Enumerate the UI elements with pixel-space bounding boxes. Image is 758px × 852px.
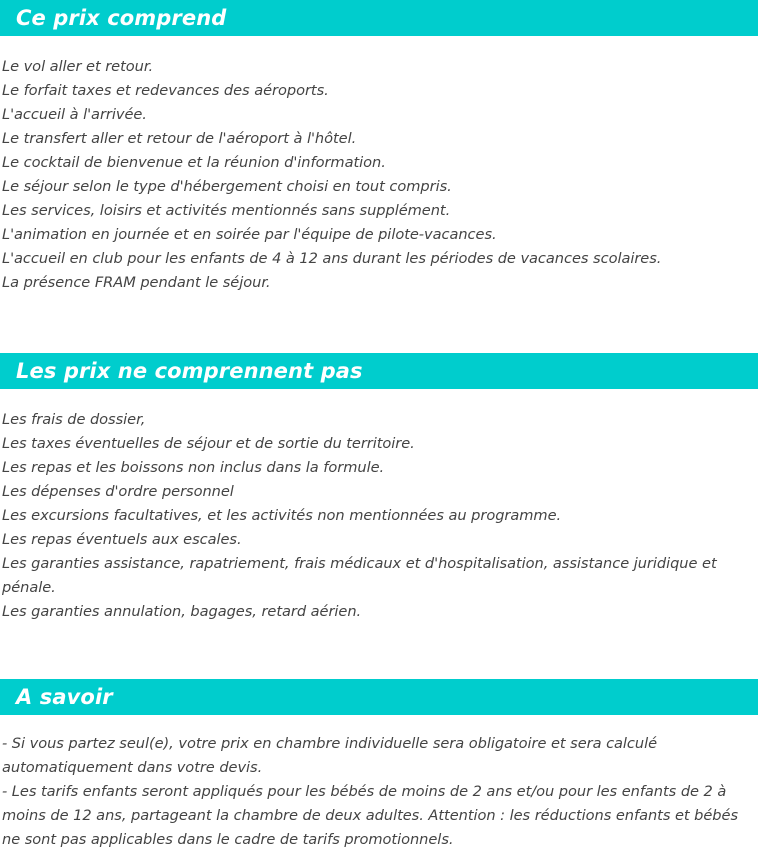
section-body-price-excludes xyxy=(0,389,758,624)
list-item: Le cocktail de bienvenue et la réunion d'information. xyxy=(2,154,386,171)
list-item: Le forfait taxes et redevances des aéroports. xyxy=(2,82,329,99)
list-item: Les frais de dossier, xyxy=(2,411,146,428)
section-body-price-includes xyxy=(0,36,758,295)
section-price-excludes xyxy=(0,353,758,624)
list-item: Les services, loisirs et activités mentionnés sans supplément. xyxy=(2,202,451,219)
list-item: Le vol aller et retour. xyxy=(2,58,154,75)
list-item: L'accueil en club pour les enfants de 4 à 12 ans durant les périodes de vacances scolaires. xyxy=(2,250,662,267)
list-item: L'accueil à l'arrivée. xyxy=(2,106,147,123)
price-includes-list xyxy=(2,55,756,295)
notice-paragraph: - Les tarifs enfants seront appliqués pour les bébés de moins de 2 ans et/ou pour les enfants de 2 à moins de 12 ans, partageant la chambre de deux adultes. Attention : les réductions enfants et bébés ne sont pas applicables dans le cadre de tarifs promotionnels. xyxy=(2,783,739,848)
list-item: Les repas et les boissons non inclus dans la formule. xyxy=(2,459,385,476)
list-item: Les excursions facultatives, et les activités non mentionnées au programme. xyxy=(2,507,562,524)
section-title-notice: A savoir xyxy=(0,679,758,715)
list-item: Les repas éventuels aux escales. xyxy=(2,531,242,548)
list-item: La présence FRAM pendant le séjour. xyxy=(2,274,271,291)
list-item: Le séjour selon le type d'hébergement choisi en tout compris. xyxy=(2,178,452,195)
price-excludes-list xyxy=(2,408,756,624)
notice-paragraph: - Si vous partez seul(e), votre prix en chambre individuelle sera obligatoire et sera calculé automatiquement dans votre devis. xyxy=(2,735,658,776)
section-title-price-excludes: Les prix ne comprennent pas xyxy=(0,353,758,389)
list-item: Le transfert aller et retour de l'aéroport à l'hôtel. xyxy=(2,130,357,147)
list-item: Les garanties annulation, bagages, retard aérien. xyxy=(2,603,362,620)
section-notice xyxy=(0,679,758,852)
section-body-notice xyxy=(0,715,758,852)
list-item: Les taxes éventuelles de séjour et de sortie du territoire. xyxy=(2,435,415,452)
section-title-price-includes: Ce prix comprend xyxy=(0,0,758,36)
section-price-includes xyxy=(0,0,758,295)
list-item: Les garanties assistance, rapatriement, frais médicaux et d'hospitalisation, assistance juridique et pénale. xyxy=(2,555,717,596)
list-item: L'animation en journée et en soirée par l'équipe de pilote-vacances. xyxy=(2,226,497,243)
list-item: Les dépenses d'ordre personnel xyxy=(2,483,234,500)
